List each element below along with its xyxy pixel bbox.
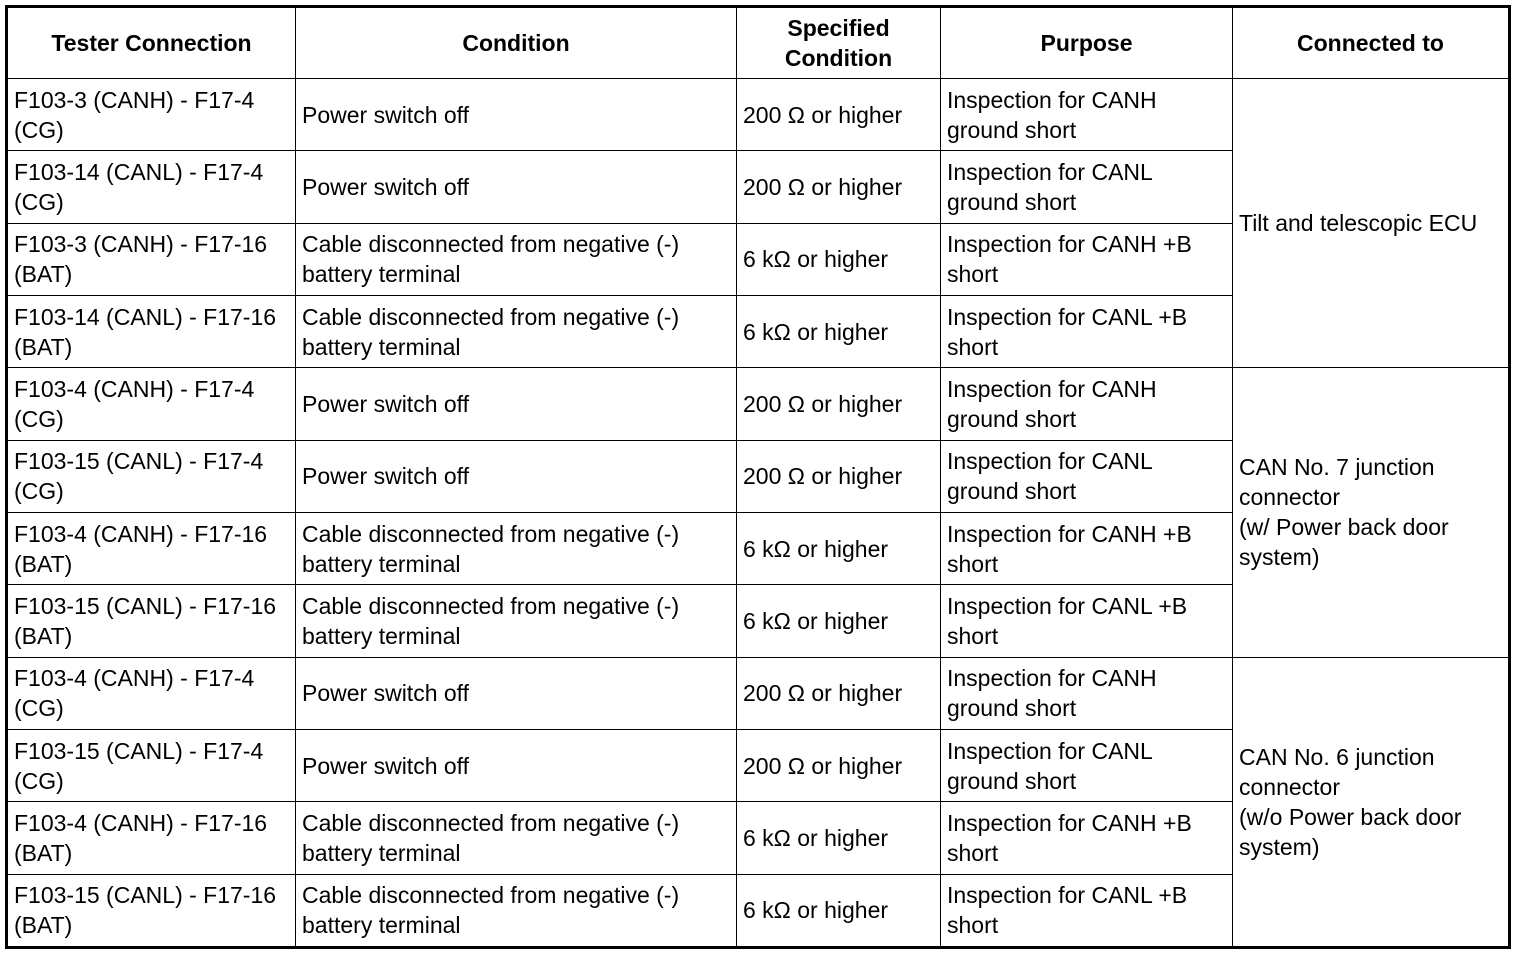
tester-connection-cell: F103-3 (CANH) - F17-16 (BAT) [7, 223, 296, 295]
specified-condition-cell: 200 Ω or higher [737, 79, 941, 151]
tester-connection-cell: F103-4 (CANH) - F17-16 (BAT) [7, 802, 296, 874]
header-row [7, 7, 1510, 79]
table-row [7, 79, 1510, 151]
specified-condition-cell: 6 kΩ or higher [737, 585, 941, 657]
tester-connection-cell: F103-3 (CANH) - F17-4 (CG) [7, 79, 296, 151]
tester-connection-cell: F103-15 (CANL) - F17-16 (BAT) [7, 874, 296, 947]
condition-cell: Cable disconnected from negative (-) battery terminal [296, 585, 737, 657]
tester-connection-cell: F103-4 (CANH) - F17-4 (CG) [7, 368, 296, 440]
table-row [7, 368, 1510, 440]
connected-to-cell: Tilt and telescopic ECU [1233, 79, 1510, 368]
specified-condition-cell: 200 Ω or higher [737, 151, 941, 223]
tester-connection-cell: F103-14 (CANL) - F17-16 (BAT) [7, 295, 296, 367]
purpose-cell: Inspection for CANH +B short [941, 512, 1233, 584]
specified-condition-cell: 200 Ω or higher [737, 729, 941, 801]
connected-to-cell: CAN No. 7 junction connector (w/ Power back door system) [1233, 368, 1510, 657]
purpose-cell: Inspection for CANH ground short [941, 368, 1233, 440]
condition-cell: Power switch off [296, 368, 737, 440]
condition-cell: Power switch off [296, 79, 737, 151]
specified-condition-cell: 200 Ω or higher [737, 368, 941, 440]
tester-connection-cell: F103-15 (CANL) - F17-4 (CG) [7, 440, 296, 512]
condition-cell: Power switch off [296, 729, 737, 801]
connected-to-cell: CAN No. 6 junction connector (w/o Power back door system) [1233, 657, 1510, 947]
specified-condition-cell: 6 kΩ or higher [737, 223, 941, 295]
header-purpose: Purpose [941, 7, 1233, 79]
purpose-cell: Inspection for CANL +B short [941, 295, 1233, 367]
table-row [7, 657, 1510, 729]
condition-cell: Cable disconnected from negative (-) battery terminal [296, 512, 737, 584]
condition-cell: Power switch off [296, 657, 737, 729]
tester-connection-cell: F103-4 (CANH) - F17-4 (CG) [7, 657, 296, 729]
tester-connection-cell: F103-15 (CANL) - F17-4 (CG) [7, 729, 296, 801]
purpose-cell: Inspection for CANL ground short [941, 729, 1233, 801]
condition-cell: Power switch off [296, 151, 737, 223]
specified-condition-cell: 200 Ω or higher [737, 657, 941, 729]
header-specified-condition: Specified Condition [737, 7, 941, 79]
purpose-cell: Inspection for CANH +B short [941, 223, 1233, 295]
header-connected-to: Connected to [1233, 7, 1510, 79]
specified-condition-cell: 6 kΩ or higher [737, 802, 941, 874]
condition-cell: Cable disconnected from negative (-) battery terminal [296, 802, 737, 874]
tester-connection-cell: F103-4 (CANH) - F17-16 (BAT) [7, 512, 296, 584]
tester-connection-cell: F103-14 (CANL) - F17-4 (CG) [7, 151, 296, 223]
purpose-cell: Inspection for CANL ground short [941, 151, 1233, 223]
specified-condition-cell: 6 kΩ or higher [737, 874, 941, 947]
condition-cell: Power switch off [296, 440, 737, 512]
header-condition: Condition [296, 7, 737, 79]
specified-condition-cell: 6 kΩ or higher [737, 512, 941, 584]
condition-cell: Cable disconnected from negative (-) battery terminal [296, 874, 737, 947]
spec-table [5, 5, 1511, 949]
purpose-cell: Inspection for CANL ground short [941, 440, 1233, 512]
purpose-cell: Inspection for CANH +B short [941, 802, 1233, 874]
purpose-cell: Inspection for CANH ground short [941, 657, 1233, 729]
purpose-cell: Inspection for CANL +B short [941, 874, 1233, 947]
tester-connection-cell: F103-15 (CANL) - F17-16 (BAT) [7, 585, 296, 657]
purpose-cell: Inspection for CANH ground short [941, 79, 1233, 151]
purpose-cell: Inspection for CANL +B short [941, 585, 1233, 657]
condition-cell: Cable disconnected from negative (-) battery terminal [296, 223, 737, 295]
specified-condition-cell: 6 kΩ or higher [737, 295, 941, 367]
specified-condition-cell: 200 Ω or higher [737, 440, 941, 512]
condition-cell: Cable disconnected from negative (-) battery terminal [296, 295, 737, 367]
header-tester-connection: Tester Connection [7, 7, 296, 79]
